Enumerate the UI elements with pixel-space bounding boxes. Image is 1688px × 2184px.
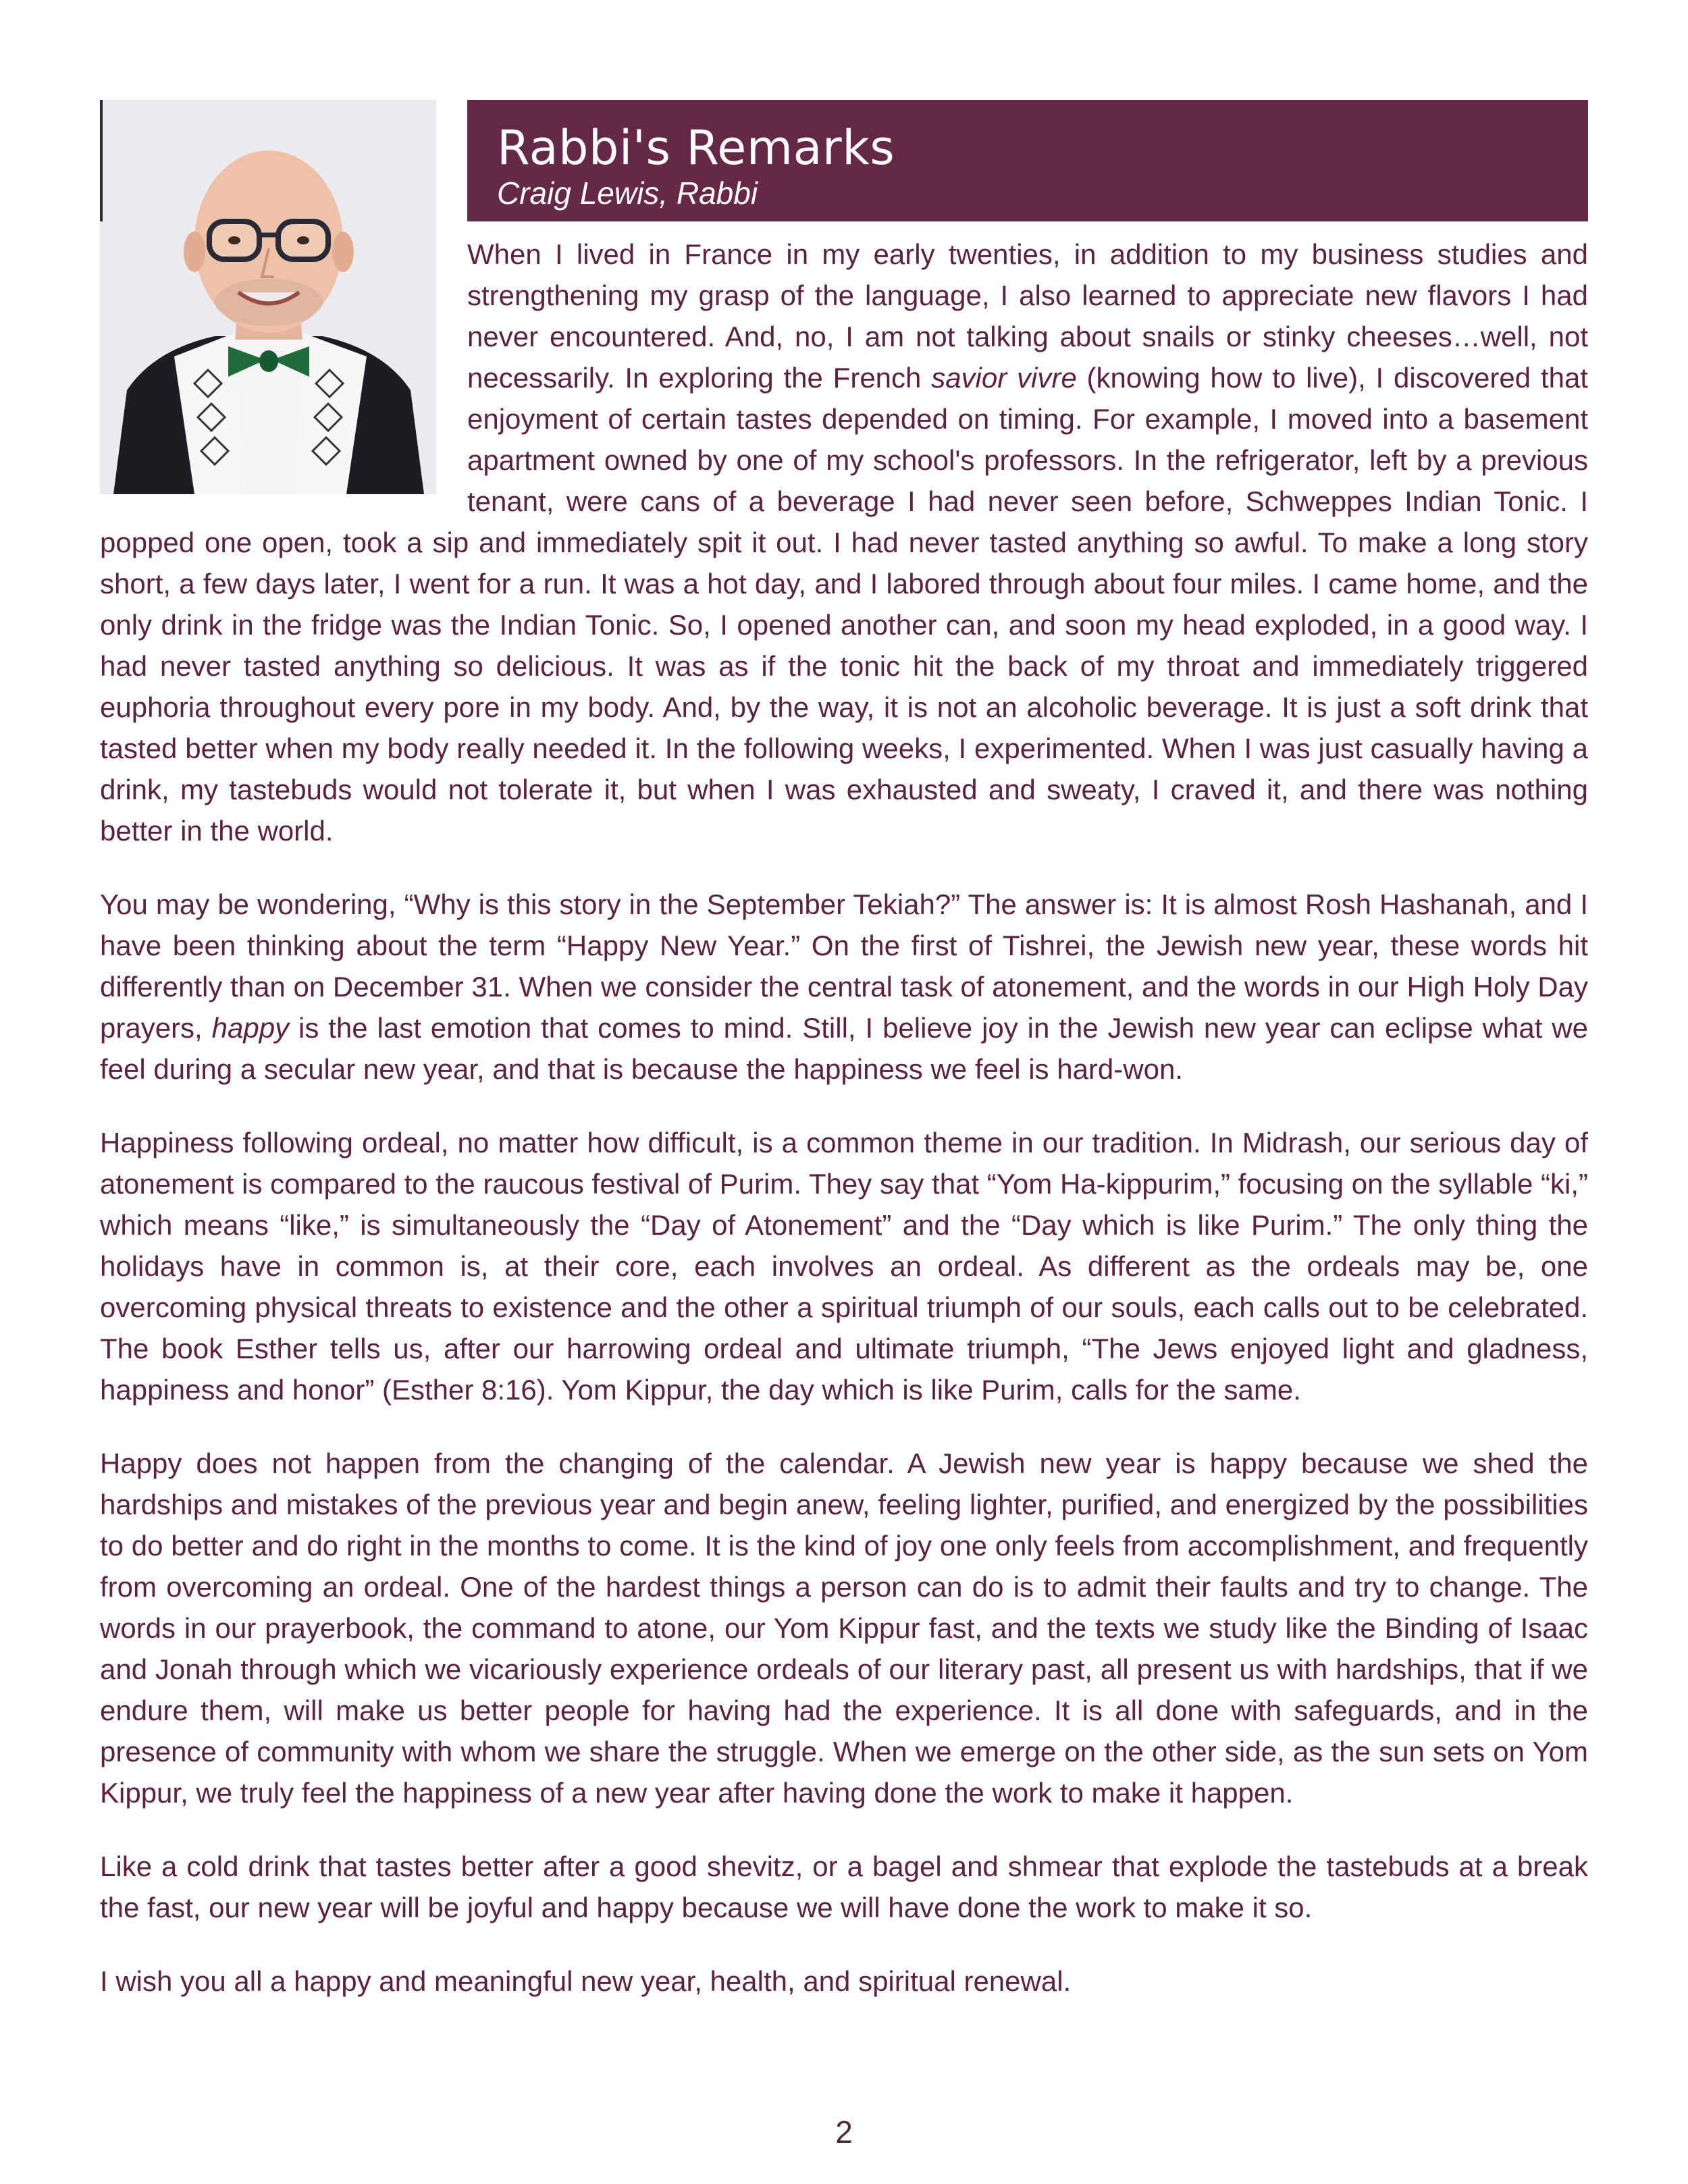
page-title: Rabbi's Remarks: [497, 120, 895, 176]
paragraph-1-text-b: (knowing how to live), I discovered that enjoyment of certain tastes depended on timing. For example, I moved into a basement apartment owned by one of my school's professors. In the refrigerator, left by a previous tenant, were cans of a beverage I had never seen before, Schweppes Indian Tonic. I popped one open, took a sip and immediately spit it out. I had never tasted anything so awful. To make a long story short, a few days later, I went for a run. It was a hot day, and I labored through about four miles. I came home, and the only drink in the fridge was the Indian Tonic. So, I opened another can, and soon my head exploded, in a good way. I had never tasted anything so delicious. It was as if the tonic hit the back of my throat and immediately triggered euphoria throughout every pore in my body. And, by the way, it is not an alcoholic beverage. It is just a soft drink that tasted better when my body really needed it. In the following weeks, I experimented. When I was just casually having a drink, my tastebuds would not tolerate it, but when I was exhausted and sweaty, I craved it, and there was nothing better in the world.: [100, 362, 1588, 847]
section-header-bar: [467, 100, 1588, 221]
rabbi-portrait-illustration: [100, 100, 436, 494]
paragraph-1-text-a: When I lived in France in my early twenties, in addition to my business studies and strengthening my grasp of the language, I also learned to appreciate new flavors I had never encountered. And, no, I am not talking about snails or stinky cheeses…well, not necessarily. In exploring the French: [467, 238, 1588, 394]
paragraph-2-text-b: is the last emotion that comes to mind. Still, I believe joy in the Jewish new year can eclipse what we feel during a secular new year, and that is because the happiness we feel is hard-won.: [100, 1012, 1588, 1085]
paragraph-2-italic: happy: [211, 1012, 290, 1044]
article-body: [100, 234, 1588, 2002]
paragraph-5: Like a cold drink that tastes better after a good shevitz, or a bagel and shmear that explode the tastebuds at a break the fast, our new year will be joyful and happy because we will have done the work to make it so.: [100, 1850, 1588, 1923]
paragraph-2: [100, 884, 1588, 1090]
author-byline: Craig Lewis, Rabbi: [497, 176, 758, 211]
paragraph-3: Happiness following ordeal, no matter how difficult, is a common theme in our tradition. In Midrash, our serious day of atonement is compared to the raucous festival of Purim. They say that “Yom Ha-kippurim,” focusing on the syllable “ki,” which means “like,” is simultaneously the “Day of Atonement” and the “Day which is like Purim.” The only thing the holidays have in common is, at their core, each involves an ordeal. As different as the ordeals may be, one overcoming physical threats to existence and the other a spiritual triumph of our souls, each calls out to be celebrated. The book Esther tells us, after our harrowing ordeal and ultimate triumph, “The Jews enjoyed light and gladness, happiness and honor” (Esther 8:16). Yom Kippur, the day which is like Purim, calls for the same.: [100, 1127, 1588, 1406]
photo-edge-line: [100, 100, 103, 221]
paragraph-1-italic: savior vivre: [931, 362, 1077, 394]
paragraph-4: Happy does not happen from the changing of the calendar. A Jewish new year is happy because we shed the hardships and mistakes of the previous year and begin anew, feeling lighter, purified, and energized by the possibilities to do better and do right in the months to come. It is the kind of joy one only feels from accomplishment, and frequently from overcoming an ordeal. One of the hardest things a person can do is to admit their faults and try to change. The words in our prayerbook, the command to atone, our Yom Kippur fast, and the texts we study like the Binding of Isaac and Jonah through which we vicariously experience ordeals of our literary past, all present us with hardships, that if we endure them, will make us better people for having had the experience. It is all done with safeguards, and in the presence of community with whom we share the struggle. When we emerge on the other side, as the sun sets on Yom Kippur, we truly feel the happiness of a new year after having done the work to make it happen.: [100, 1447, 1588, 1809]
paragraph-2-text-a: You may be wondering, “Why is this story in the September Tekiah?” The answer is: It is almost Rosh Hashanah, and I have been thinking about the term “Happy New Year.” On the first of Tishrei, the Jewish new year, these words hit differently than on December 31. When we consider the central task of atonement, and the words in our High Holy Day prayers,: [100, 888, 1588, 1044]
newsletter-page: [100, 100, 1588, 2152]
page-number: 2: [835, 2114, 853, 2150]
rabbi-portrait-photo: [100, 100, 436, 494]
paragraph-6: I wish you all a happy and meaningful new year, health, and spiritual renewal.: [100, 1965, 1072, 1997]
